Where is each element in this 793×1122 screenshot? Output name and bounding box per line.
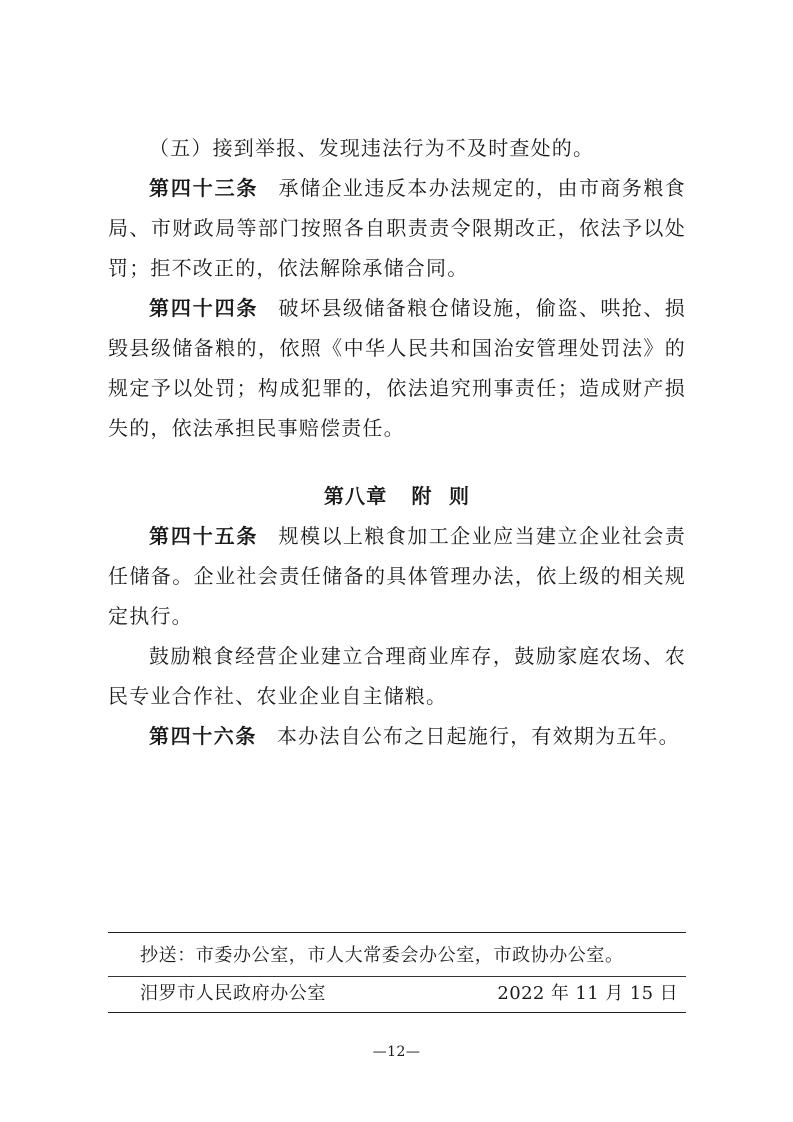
footer-bottom-rule [108,1012,686,1013]
issuer-name: 汨罗市人民政府办公室 [140,983,326,1004]
article-46-paragraph [108,716,686,756]
encourage-paragraph [108,636,686,716]
article-45-text: 规模以上粮食加工企业应当建立企业社会责任储备。企业社会责任储备的具体管理办法，依上级的相关规定执行。 [108,524,686,628]
article-46-number: 第四十六条 [149,724,257,748]
chapter-title [108,476,686,516]
chapter-number: 第八章 [323,484,388,508]
article-44-number: 第四十四条 [149,296,259,320]
article-43-paragraph [108,168,686,288]
lower-body [108,516,686,756]
article-44-text: 破坏县级储备粮仓储设施，偷盗、哄抢、损毁县级储备粮的，依照《中华人民共和国治安管理处罚法》的规定予以处罚；构成犯罪的，依法追究刑事责任；造成财产损失的，依法承担民事赔偿责任。 [108,296,686,440]
footer-middle-rule [108,976,686,977]
chapter-name: 附 则 [411,484,471,508]
page-number: —12— [372,1044,421,1060]
item-five-paragraph [108,128,686,168]
article-43-number: 第四十三条 [149,176,259,200]
item-five-text: （五）接到举报、发现违法行为不及时查处的。 [149,136,595,160]
article-45-paragraph [108,516,686,636]
issue-date: 2022 年 11 月 15 日 [497,983,678,1004]
footer-top-rule [108,932,686,933]
footer-block [108,932,686,1012]
upper-body [108,128,686,448]
encourage-text: 鼓励粮食经营企业建立合理商业库存，鼓励家庭农场、农民专业合作社、农业企业自主储粮。 [108,644,686,708]
article-44-paragraph [108,288,686,448]
article-45-number: 第四十五条 [149,524,259,548]
article-43-text: 承储企业违反本办法规定的，由市商务粮食局、市财政局等部门按照各自职责责令限期改正，依法予以处罚；拒不改正的，依法解除承储合同。 [108,176,686,280]
cc-line: 抄送：市委办公室，市人大常委会办公室，市政协办公室。 [140,945,624,966]
article-46-text: 本办法自公布之日起施行，有效期为五年。 [277,724,680,748]
